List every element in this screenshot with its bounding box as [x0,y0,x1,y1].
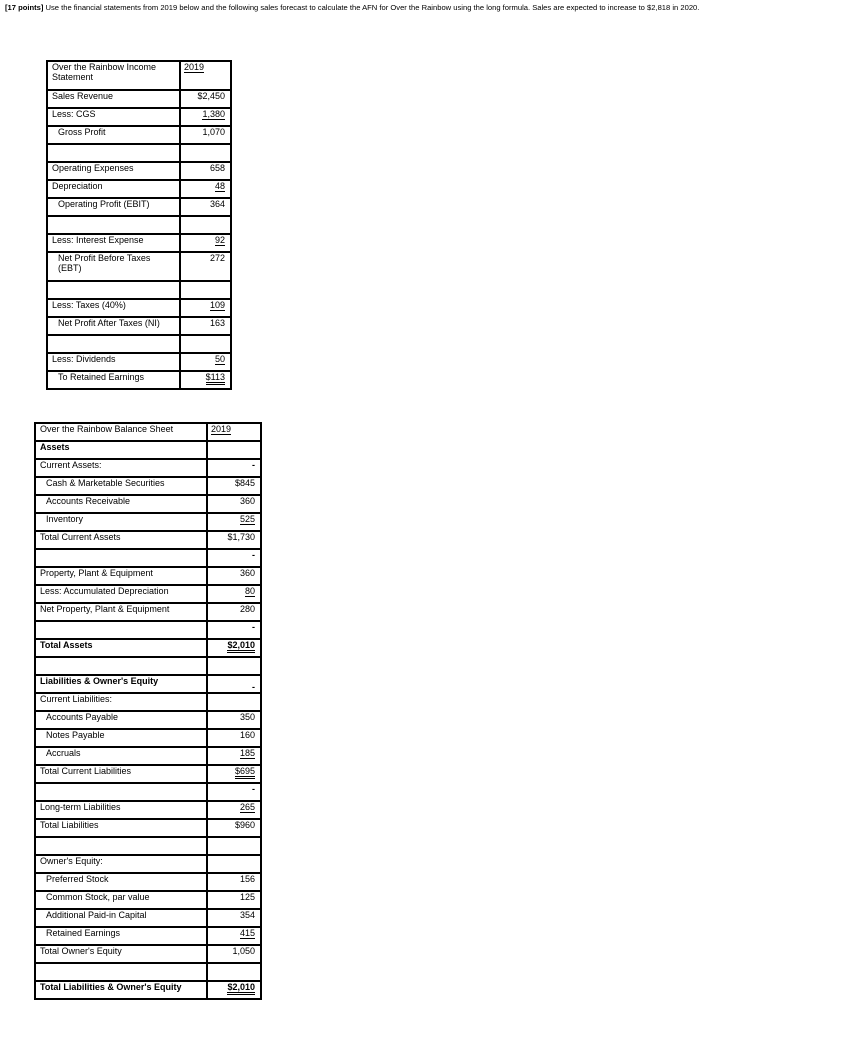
table-row: Liabilities & Owner's Equity - [35,675,261,693]
income-statement-title: Over the Rainbow Income Statement [47,61,180,90]
table-row [35,963,261,981]
table-row: Retained Earnings 415 [35,927,261,945]
table-row: Less: Accumulated Depreciation 80 [35,585,261,603]
table-row: Less: CGS 1,380 [47,108,231,126]
table-row: Cash & Marketable Securities $845 [35,477,261,495]
table-row: Total Current Liabilities $695 [35,765,261,783]
table-row: Depreciation 48 [47,180,231,198]
table-row: Long-term Liabilities 265 [35,801,261,819]
table-row: Inventory 525 [35,513,261,531]
table-row: Preferred Stock 156 [35,873,261,891]
table-row: Sales Revenue $2,450 [47,90,231,108]
table-row: Net Profit Before Taxes (EBT) 272 [47,252,231,281]
table-header-row [47,61,231,90]
question-body: Use the financial statements from 2019 below and the following sales forecast to calculate the AFN for Over the Rainbow using the long formula. Sales are expected to increase to $2,818 in 2020. [43,3,700,12]
table-row: Net Profit After Taxes (NI) 163 [47,317,231,335]
table-row: - [35,549,261,567]
table-row [47,281,231,299]
table-row: Total Assets $2,010 [35,639,261,657]
table-row: Additional Paid-in Capital 354 [35,909,261,927]
table-row: Total Liabilities & Owner's Equity $2,010 [35,981,261,999]
table-row [47,144,231,162]
table-row: Less: Interest Expense 92 [47,234,231,252]
table-header-row [35,423,261,441]
table-row: Assets [35,441,261,459]
table-row: Total Current Assets $1,730 [35,531,261,549]
table-row [35,837,261,855]
balance-sheet-title: Over the Rainbow Balance Sheet [35,423,207,441]
table-row: Notes Payable 160 [35,729,261,747]
table-row: To Retained Earnings $113 [47,371,231,389]
table-row: Total Owner's Equity 1,050 [35,945,261,963]
table-row: Operating Profit (EBIT) 364 [47,198,231,216]
table-row: Accruals 185 [35,747,261,765]
question-text [5,3,845,13]
table-row: Total Liabilities $960 [35,819,261,837]
table-row [47,216,231,234]
table-row: Property, Plant & Equipment 360 [35,567,261,585]
table-row: Operating Expenses 658 [47,162,231,180]
table-row: Gross Profit 1,070 [47,126,231,144]
table-row: Owner's Equity: [35,855,261,873]
table-row: Less: Taxes (40%) 109 [47,299,231,317]
table-row: - [35,621,261,639]
table-row: Common Stock, par value 125 [35,891,261,909]
balance-year-header: 2019 [207,423,261,441]
table-row [47,335,231,353]
table-row: Net Property, Plant & Equipment 280 [35,603,261,621]
table-row: Less: Dividends 50 [47,353,231,371]
question-points: [17 points] [5,3,44,12]
table-row: Accounts Receivable 360 [35,495,261,513]
table-row: Current Liabilities: [35,693,261,711]
table-row: - [35,783,261,801]
table-row [35,657,261,675]
table-row: Current Assets: - [35,459,261,477]
income-statement-table [46,60,232,390]
table-row: Accounts Payable 350 [35,711,261,729]
income-year-header: 2019 [180,61,231,90]
balance-sheet-table [34,422,262,1000]
